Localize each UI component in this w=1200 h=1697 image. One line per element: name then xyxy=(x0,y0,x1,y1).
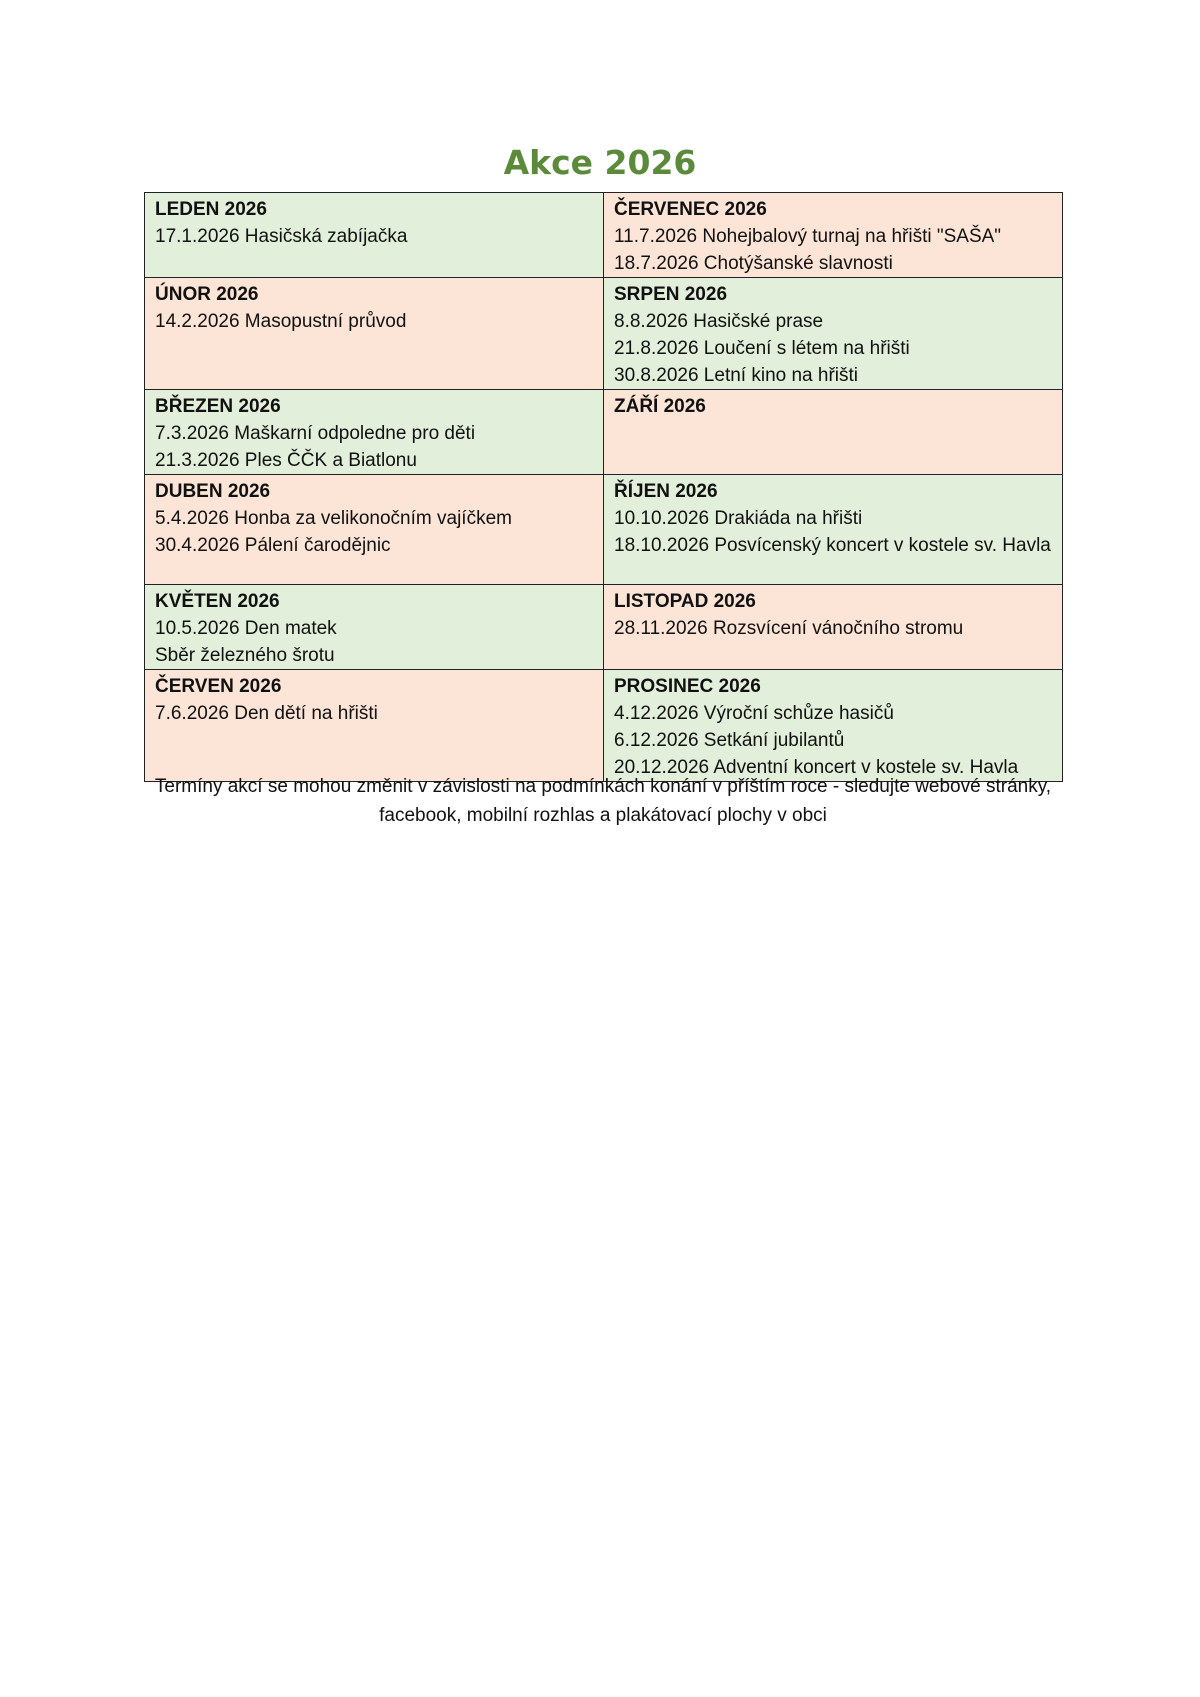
event-item: 21.3.2026 Ples ČČK a Biatlonu xyxy=(155,450,417,471)
event-item: 10.10.2026 Drakiáda na hřišti xyxy=(614,508,863,529)
month-cell-unor xyxy=(145,278,604,390)
month-heading: KVĚTEN 2026 xyxy=(155,591,280,612)
event-item: 7.3.2026 Maškarní odpoledne pro děti xyxy=(155,423,476,444)
month-cell-duben xyxy=(145,475,604,585)
table-row xyxy=(145,390,1063,475)
month-heading: ÚNOR 2026 xyxy=(155,284,259,305)
month-cell-brezen xyxy=(145,390,604,475)
table-row xyxy=(145,585,1063,670)
event-item: 6.12.2026 Setkání jubilantů xyxy=(614,730,845,751)
event-item: 4.12.2026 Výroční schůze hasičů xyxy=(614,703,894,724)
event-item: 30.4.2026 Pálení čarodějnic xyxy=(155,535,391,556)
event-item: 18.7.2026 Chotýšanské slavnosti xyxy=(614,253,893,274)
month-heading: PROSINEC 2026 xyxy=(614,676,761,697)
event-item: 14.2.2026 Masopustní průvod xyxy=(155,311,407,332)
month-cell-zari xyxy=(604,390,1063,475)
events-table xyxy=(144,192,1063,782)
month-cell-cervenec xyxy=(604,193,1063,278)
month-cell-rijen xyxy=(604,475,1063,585)
event-item: 17.1.2026 Hasičská zabíjačka xyxy=(155,226,408,247)
month-heading: ČERVEN 2026 xyxy=(155,676,282,697)
table-row xyxy=(145,278,1063,390)
table-row xyxy=(145,193,1063,278)
month-cell-cerven xyxy=(145,670,604,782)
month-cell-kveten xyxy=(145,585,604,670)
month-heading: SRPEN 2026 xyxy=(614,284,728,305)
event-item: 30.8.2026 Letní kino na hřišti xyxy=(614,365,859,386)
month-heading: ČERVENEC 2026 xyxy=(614,199,767,220)
event-item: 28.11.2026 Rozsvícení vánočního stromu xyxy=(614,618,964,639)
event-item: 18.10.2026 Posvícenský koncert v kostele sv. Havla xyxy=(614,535,1051,556)
event-item: 5.4.2026 Honba za velikonočním vajíčkem xyxy=(155,508,512,529)
month-heading: ZÁŘÍ 2026 xyxy=(614,396,706,417)
footer-note: Termíny akcí se mohou změnit v závislosti na podmínkách konání v příštím roce - sledujte webové stránky, facebook, mobilní rozhlas a plakátovací plochy v obci xyxy=(154,776,1052,826)
month-cell-leden xyxy=(145,193,604,278)
event-item: 8.8.2026 Hasičské prase xyxy=(614,311,824,332)
month-heading: LISTOPAD 2026 xyxy=(614,591,756,612)
month-cell-srpen xyxy=(604,278,1063,390)
month-heading: ŘÍJEN 2026 xyxy=(614,481,718,502)
event-item: 11.7.2026 Nohejbalový turnaj na hřišti "SAŠA" xyxy=(614,226,1002,247)
event-item: 21.8.2026 Loučení s létem na hřišti xyxy=(614,338,910,359)
page-title: Akce 2026 xyxy=(503,143,697,182)
month-heading: LEDEN 2026 xyxy=(155,199,267,220)
event-item: Sběr železného šrotu xyxy=(155,645,335,666)
month-heading: DUBEN 2026 xyxy=(155,481,271,502)
table-row xyxy=(145,475,1063,585)
event-item: 20.12.2026 Adventní koncert v kostele sv. Havla xyxy=(614,757,1019,778)
event-item: 7.6.2026 Den dětí na hřišti xyxy=(155,703,378,724)
event-item: 10.5.2026 Den matek xyxy=(155,618,337,639)
month-heading: BŘEZEN 2026 xyxy=(155,396,281,417)
month-cell-prosinec xyxy=(604,670,1063,782)
table-row xyxy=(145,670,1063,782)
month-cell-listopad xyxy=(604,585,1063,670)
